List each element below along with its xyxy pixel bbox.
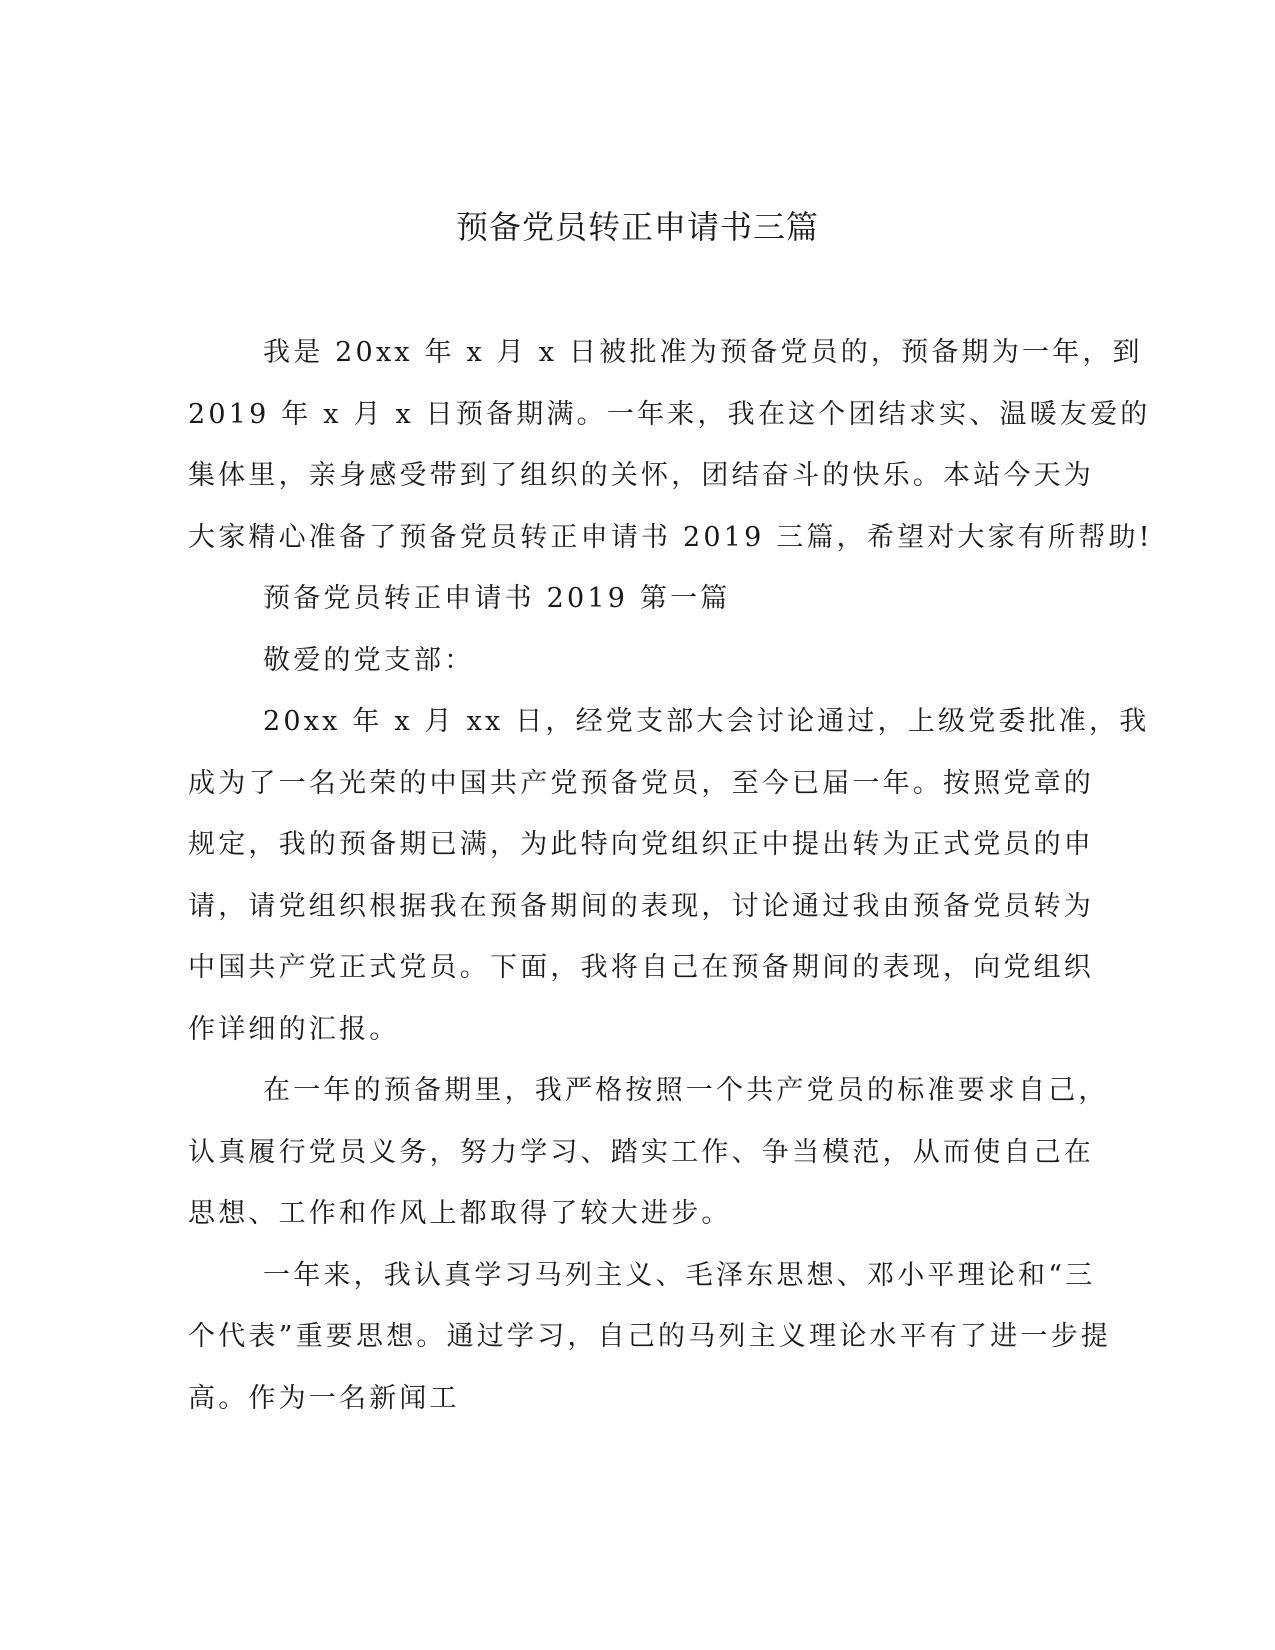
salutation: 敬爱的党支部： [263,644,475,676]
section-heading: 预备党员转正申请书 2019 第一篇 [263,583,731,614]
body-line: 一年来，我认真学习马列主义、毛泽东思想、邓小平理论和“三 [263,1259,1096,1291]
document-title: 预备党员转正申请书三篇 [455,208,819,246]
body-line: 大家精心准备了预备党员转正申请书 2019 三篇，希望对大家有所帮助! [188,521,1153,553]
body-line: 中国共产党正式党员。下面，我将自己在预备期间的表现，向党组织 [188,952,1094,983]
body-line: 请，请党组织根据我在预备期间的表现，讨论通过我由预备党员转为 [188,890,1094,922]
body-line: 集体里，亲身感受带到了组织的关怀，团结奋斗的快乐。本站今天为 [188,460,1094,491]
body-line: 规定，我的预备期已满，为此特向党组织正中提出转为正式党员的申 [188,829,1094,860]
body-line: 成为了一名光荣的中国共产党预备党员，至今已届一年。按照党章的 [188,767,1094,799]
body-line: 高。作为一名新闻工 [188,1382,460,1414]
body-line: 我是 20xx 年 x 月 x 日被批准为预备党员的，预备期为一年，到 [263,337,1143,368]
body-line: 个代表”重要思想。通过学习，自己的马列主义理论水平有了进一步提 [188,1321,1112,1352]
body-line: 在一年的预备期里，我严格按照一个共产党员的标准要求自己， [263,1075,1109,1106]
body-line: 认真履行党员义务，努力学习、踏实工作、争当模范，从而使自己在 [188,1136,1094,1168]
body-line: 思想、工作和作风上都取得了较大进步。 [188,1198,732,1229]
document-body [188,322,1153,1429]
body-line: 20xx 年 x 月 xx 日，经党支部大会讨论通过，上级党委批准，我 [263,706,1150,737]
body-line: 作详细的汇报。 [188,1013,400,1045]
body-line: 2019 年 x 月 x 日预备期满。一年来，我在这个团结求实、温暖友爱的 [188,398,1151,430]
